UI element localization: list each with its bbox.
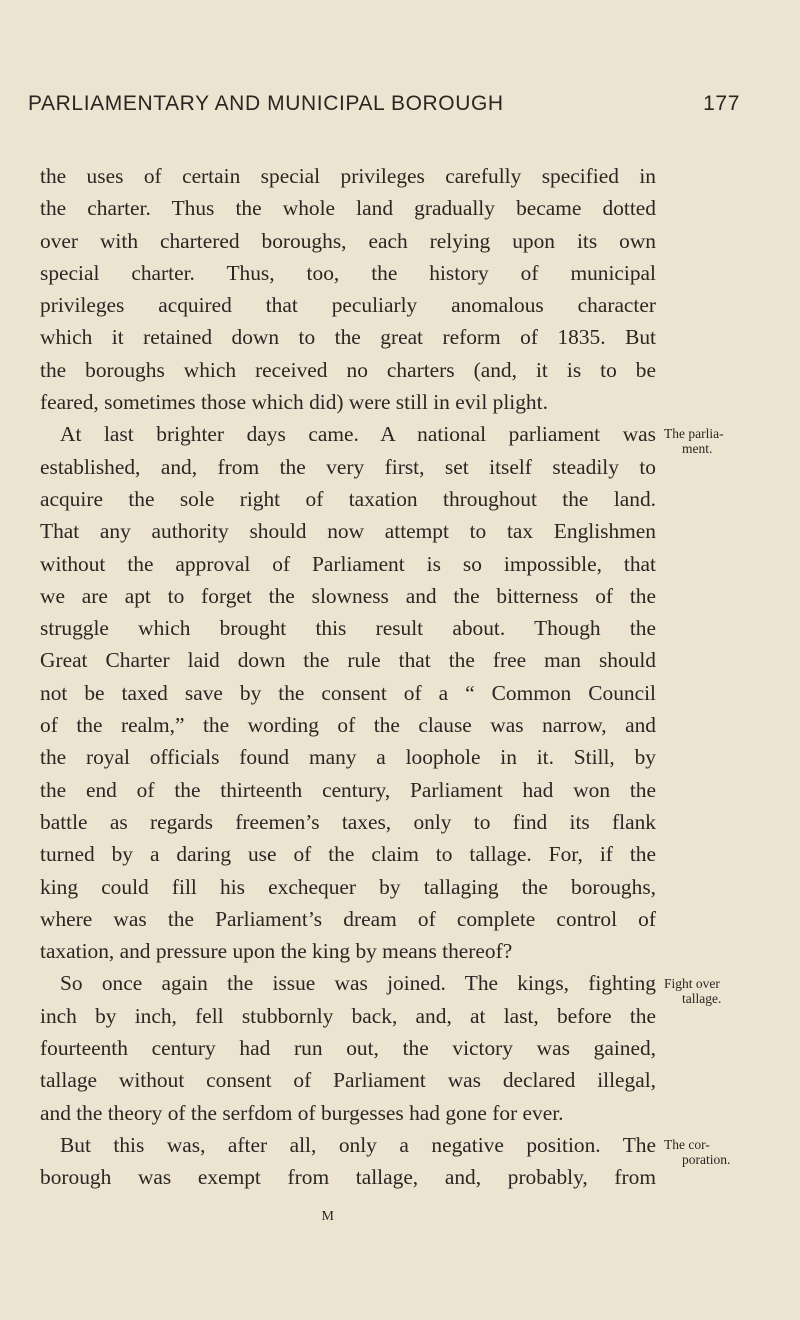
margin-note — [664, 1137, 774, 1167]
text-line: over with chartered boroughs, each relying upon its own — [40, 228, 656, 253]
text-line: So once again the issue was joined. The kings, fighting — [60, 971, 656, 996]
text-line: borough was exempt from tallage, and, probably, from — [40, 1165, 656, 1190]
text-line: Great Charter laid down the rule that the free man should — [40, 648, 656, 673]
margin-note-line: The cor- — [664, 1137, 710, 1152]
signature-mark: M — [321, 1209, 335, 1224]
text-line: the uses of certain special privileges carefully specified in — [40, 164, 656, 188]
text-line: the charter. Thus the whole land gradually became dotted — [40, 196, 656, 221]
text-line: That any authority should now attempt to tax Englishmen — [40, 519, 656, 544]
page-number: 177 — [703, 92, 740, 115]
text-line: At last brighter days came. A national parliament was — [60, 422, 656, 447]
text-line: and the theory of the serfdom of burgesses had gone for ever. — [40, 1100, 564, 1125]
text-line: feared, sometimes those which did) were still in evil plight. — [40, 390, 548, 415]
text-line: taxation, and pressure upon the king by means thereof? — [40, 939, 513, 964]
text-line: privileges acquired that peculiarly anomalous character — [40, 293, 656, 318]
margin-note-line: ment. — [682, 441, 713, 457]
margin-note-line: Fight over — [664, 975, 720, 991]
text-line: we are apt to forget the slowness and the bitterness of the — [40, 583, 656, 608]
text-line: not be taxed save by the consent of a “ Common Council — [40, 680, 656, 705]
text-line: king could fill his exchequer by tallaging the boroughs, — [40, 874, 656, 899]
text-line: inch by inch, fell stubbornly back, and, at last, before the — [40, 1003, 656, 1028]
margin-note-line: tallage. — [682, 990, 722, 1006]
text-line: which it retained down to the great reform of 1835. But — [40, 325, 656, 350]
margin-note — [664, 976, 774, 1006]
text-line: tallage without consent of Parliament was declared illegal, — [40, 1068, 656, 1093]
running-head-title: PARLIAMENTARY AND MUNICIPAL BOROUGH — [28, 92, 504, 115]
margin-note-line: poration. — [682, 1152, 731, 1167]
text-line: turned by a daring use of the claim to tallage. For, if the — [40, 842, 656, 867]
text-line: where was the Parliament’s dream of complete control of — [40, 906, 656, 931]
running-head — [28, 92, 740, 116]
text-line: established, and, from the very first, set itself steadily to — [40, 454, 656, 479]
text-line: the royal officials found many a loophole in it. Still, by — [40, 745, 656, 770]
text-line: struggle which brought this result about. Though the — [40, 616, 656, 641]
text-line: special charter. Thus, too, the history of municipal — [40, 260, 656, 285]
body-text — [40, 160, 656, 1194]
margin-note-line: The parlia- — [664, 426, 724, 442]
text-line: the boroughs which received no charters (and, it is to be — [40, 357, 656, 382]
text-line: without the approval of Parliament is so impossible, that — [40, 551, 656, 576]
text-line: fourteenth century had run out, the victory was gained, — [40, 1036, 656, 1061]
text-line: the end of the thirteenth century, Parliament had won the — [40, 777, 656, 802]
margin-note — [664, 426, 774, 456]
text-line: battle as regards freemen’s taxes, only to find its flank — [40, 809, 656, 834]
text-line: of the realm,” the wording of the clause was narrow, and — [40, 713, 656, 738]
text-line: But this was, after all, only a negative position. The — [60, 1132, 656, 1157]
text-line: acquire the sole right of taxation throughout the land. — [40, 486, 656, 511]
